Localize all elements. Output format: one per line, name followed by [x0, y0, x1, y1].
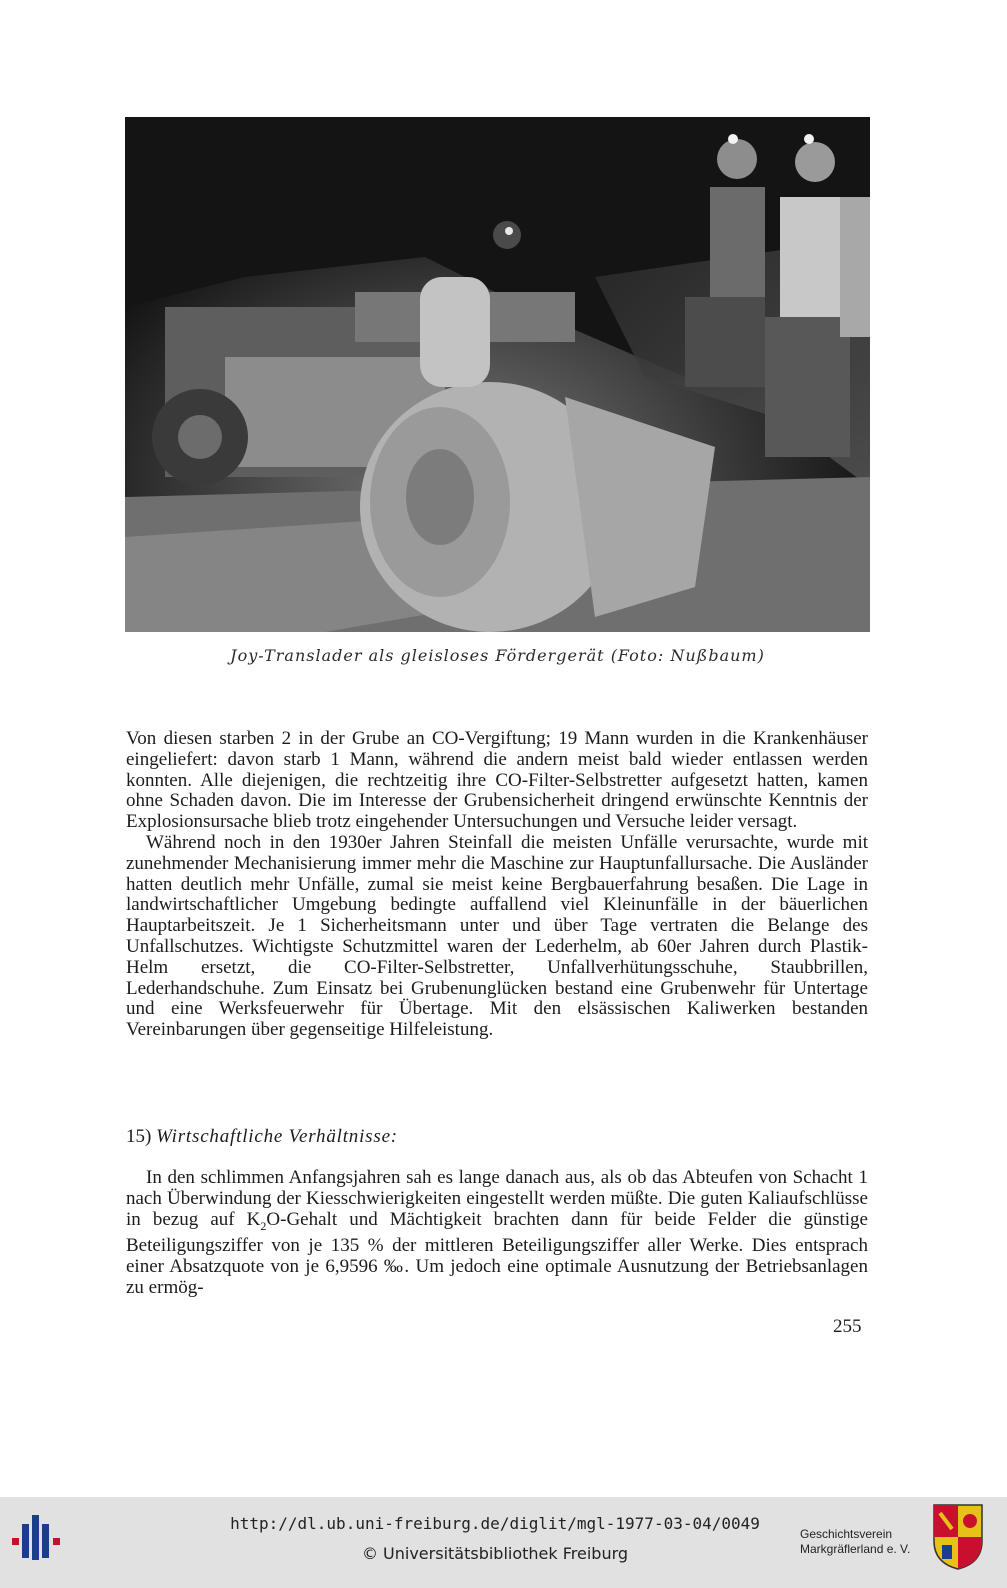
section-number: 15) — [126, 1126, 152, 1147]
paragraph-co-poisoning: Von diesen starben 2 in der Grube an CO-Vergiftung; 19 Mann wurden in die Krankenhäuser eingeliefert: davon starb 1 Mann, während die andern meist bald wieder entlassen werden konnten. Alle diejenigen, die rechtzeitig ihre CO-Filter-Selbstretter aufgesetzt hatten, kamen ohne Schaden davon. Die im Interesse der Grubensicherheit dringend erwünschte Kenntnis der Explosionsursache blieb trotz eingehender Untersuchungen und Versuche leider versagt. — [126, 728, 868, 833]
body-text-lower — [126, 1168, 868, 1299]
photo-caption: Joy-Translader als gleisloses Fördergerät (Foto: Nußbaum) — [230, 646, 765, 665]
mine-photo — [125, 117, 870, 632]
paragraph-accidents: Während noch in den 1930er Jahren Steinfall die meisten Unfälle verursachte, wurde mit zunehmender Mechanisierung immer mehr die Maschine zur Hauptunfallursache. Die Ausländer hatten deutlich mehr Unfälle, zumal sie meist keine Bergbauerfahrung besaßen. Die Lage in landwirtschaftlicher Umgebung bedingte auffallend viel Kleinunfälle in der bäuerlichen Hauptarbeitszeit. Je 1 Sicherheitsmann unter und über Tage vertraten die Belange des Unfallschutzes. Wichtigste Schutzmittel waren der Lederhelm, ab 60er Jahren durch Plastik-Helm ersetzt, die CO-Filter-Selbstretter, Unfallverhütungsschuhe, Staubbrillen, Lederhandschuhe. Zum Einsatz bei Grubenunglücken bestand eine Grubenwehr für Untertage und eine Werksfeuerwehr für Übertage. Mit den elsässischen Kaliwerken bestanden Vereinbarungen über gegenseitige Hilfeleistung. — [126, 831, 868, 1041]
section-title: Wirtschaftliche Verhältnisse: — [156, 1126, 398, 1147]
potassium-oxide-subscript: 2 — [260, 1218, 267, 1233]
paragraph-economics: In den schlimmen Anfangsjahren sah es lange danach aus, als ob das Abteufen von Schacht 1 nach Überwindung der Kiesschwierigkeiten eingestellt werden müßte. Die guten Kaliaufschlüsse in bezug auf $K_2O$-Gehalt und Mächtigkeit brachten dann für beide Felder die günstige Beteiligungsziffer von je 135 % der mittleren Beteiligungsziffer aller Werke. Dies entsprach einer Absatzquote von je 6,9596 ‰. Um jedoch eine optimale Ausnutzung der Betriebsanlagen zu ermög- — [126, 1167, 868, 1298]
footer-url-link[interactable]: http://dl.ub.uni-freiburg.de/diglit/mgl-1977-03-04/0049 — [230, 1514, 760, 1533]
coat-of-arms-icon — [932, 1503, 984, 1571]
section-heading — [126, 1126, 398, 1148]
page-number: 255 — [833, 1316, 862, 1337]
footer-bar — [0, 1497, 1007, 1588]
society-name: Geschichtsverein Markgräflerland e. V. — [800, 1527, 911, 1556]
ub-freiburg-logo-icon[interactable] — [12, 1510, 64, 1562]
body-text-upper — [126, 729, 868, 1041]
footer-copyright: © Universitätsbibliothek Freiburg — [361, 1544, 629, 1563]
